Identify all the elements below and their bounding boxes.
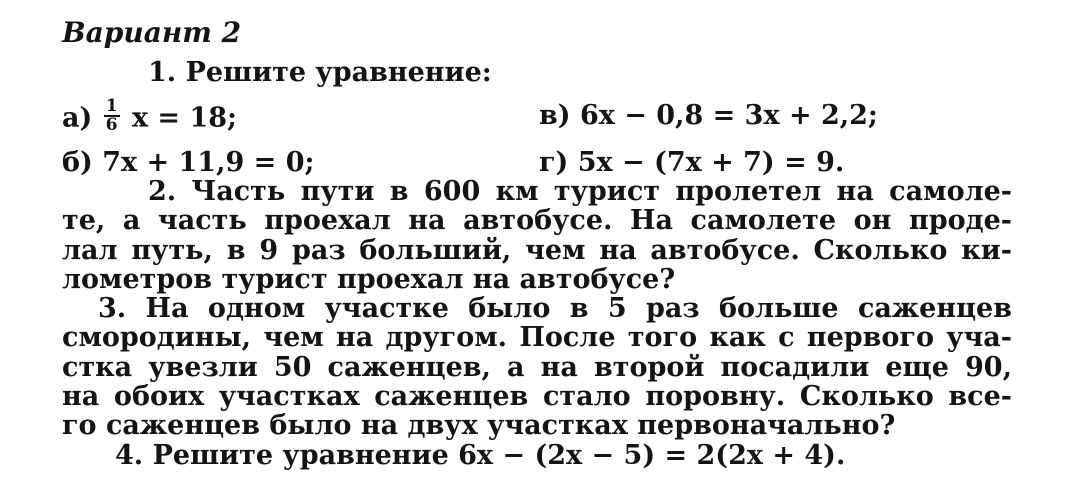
task4-line: 4. Решите уравнение 6x − (2x − 5) = 2(2x + 4). <box>115 440 846 471</box>
task1-heading: 1. Решите уравнение: <box>148 57 492 88</box>
task3-line: на обоих участках саженцев стало поровну. Сколько все- <box>62 381 1012 412</box>
task2-line: лометров турист проехал на автобусе? <box>62 264 676 295</box>
task3-line: смородины, чем на другом. После того как с первого уча- <box>62 322 1012 353</box>
task2-line: 2. Часть пути в 600 км турист пролетел на самоле- <box>148 176 1012 207</box>
fraction-denominator: 6 <box>105 115 118 135</box>
task1-v-label: в) <box>539 100 571 131</box>
task3-line: стка увезли 50 саженцев, а на второй посадили еще 90, <box>62 352 1012 383</box>
task3-line: го саженцев было на двух участках первоначально? <box>62 410 896 441</box>
task3-line: 3. На одном участке было в 5 раз больше саженцев <box>98 293 1012 324</box>
task1-v-item <box>539 101 878 131</box>
task1-g-label: г) <box>539 147 569 178</box>
fraction-numerator: 1 <box>105 96 118 116</box>
task1-g-item <box>539 148 844 178</box>
task1-row-1 <box>62 96 1012 141</box>
task2-line: те, а часть проехал на автобусе. На самолете он проде- <box>62 205 1012 236</box>
fraction-one-sixth <box>104 98 120 134</box>
task1-row-2 <box>62 148 1012 178</box>
task1-b-equation: 7x + 11,9 = 0; <box>102 147 315 178</box>
task1-a-equation: x = 18; <box>131 102 237 134</box>
task2-line: лал путь, в 9 раз больший, чем на автобусе. Сколько ки- <box>62 235 1012 266</box>
task1-v-equation: 6x − 0,8 = 3x + 2,2; <box>579 100 878 131</box>
task1-b-label: б) <box>62 147 93 178</box>
task1-g-equation: 5x − (7x + 7) = 9. <box>577 147 845 178</box>
task1-a-label: а) <box>62 102 93 134</box>
variant-title: Вариант 2 <box>62 16 242 49</box>
